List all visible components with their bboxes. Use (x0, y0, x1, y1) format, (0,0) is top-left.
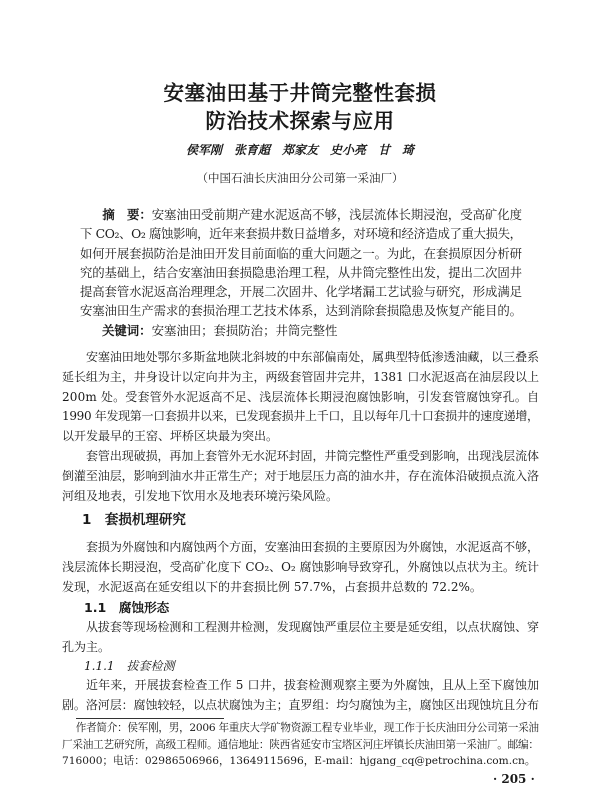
paragraph-subsection-1-1 (62, 618, 539, 658)
keywords-label: 关键词： (102, 323, 152, 338)
authors: 侯军刚 张育超 郑家友 史小亮 甘 琦 (185, 143, 414, 157)
paragraph-subsubsection (62, 676, 539, 716)
page-number: · 205 · (493, 772, 535, 786)
footnote-line: 厂采油工艺研究所，高级工程师。通信地址：陕西省延安市宝塔区河庄坪镇长庆油田第一采油厂。邮编： (62, 738, 539, 751)
abstract (80, 205, 522, 321)
text-line: 孔为主。 (62, 639, 111, 654)
footnote (62, 720, 539, 770)
text-line: 倒灌至油层，影响到油水井正常生产；对于地层压力高的油水井，存在流体沿破损点流入洛 (62, 468, 539, 483)
footnote-line: 作者简介：侯军刚，男，2006 年重庆大学矿物资源工程专业毕业，现工作于长庆油田分公司第一采油 (75, 722, 539, 734)
affiliation: （中国石油长庆油田分公司第一采油厂） (196, 171, 404, 185)
text-line: 发现，水泥返高在延安组以下的井套损比例 57.7%，占套损井总数的 72.2%。 (62, 579, 482, 594)
paragraph-intro-1 (62, 348, 539, 447)
text-line: 近年来，开展拔套检查工作 5 口井，拔套检测观察主要为外腐蚀，且从上至下腐蚀加 (86, 678, 540, 692)
keywords-text: 安塞油田；套损防治；井筒完整性 (151, 323, 338, 338)
paper-title-line-1: 安塞油田基于井筒完整性套损 (163, 81, 437, 105)
subsubsection-heading-1-1-1: 1.1.1 拔套检测 (84, 659, 175, 673)
abstract-line: 摘 要：安塞油田受前期产建水泥返高不够，浅层流体长期浸泡，受高矿化度 (102, 207, 522, 222)
text-line: 200m 处。受套管外水泥返高不足、浅层流体长期浸泡腐蚀影响，引发套管腐蚀穿孔。自 (62, 389, 540, 404)
subsection-heading-1-1: 1.1 腐蚀形态 (84, 600, 170, 615)
text-line: 河组及地表，引发地下饮用水及地表环境污染风险。 (62, 488, 339, 503)
text-line: 延长组为主，井身设计以定向井为主，两级套管固井完井，1381 口水泥返高在油层段以上 (62, 369, 539, 384)
text-line: 1990 年发现第一口套损井以来，已发现套损井上千口，且以每年几十口套损井的速度递增， (62, 409, 539, 424)
abstract-label: 摘 要： (102, 207, 152, 222)
text-line: 以开发最早的王窑、坪桥区块最为突出。 (62, 429, 279, 444)
text-line: 安塞油田地处鄂尔多斯盆地陕北斜坡的中东部偏南处，属典型特低渗透油藏，以三叠系 (86, 350, 539, 364)
footnote-line: 716000；电话：02986506966，13649115696，E-mail：hjgang_cq@petrochina.com.cn。 (62, 755, 536, 767)
paragraph-intro-2 (62, 447, 539, 506)
text-line: 从拔套等现场检测和工程测井检测，发现腐蚀严重层位主要是延安组，以点状腐蚀、穿 (86, 620, 539, 634)
text-line: 套损为外腐蚀和内腐蚀两个方面，安塞油田套损的主要原因为外腐蚀，水泥返高不够， (86, 540, 539, 554)
paper-title-line-2: 防治技术探索与应用 (205, 109, 395, 133)
abstract-line: 如何开展套损防治是油田开发目前面临的重大问题之一。为此，在套损原因分析研 (80, 245, 522, 261)
abstract-line: 下 CO₂、O₂ 腐蚀影响，近年来套损井数日益增多，对环境和经济造成了重大损失， (80, 226, 522, 242)
footnote-rule (76, 718, 224, 719)
paragraph-section-1 (62, 538, 539, 597)
text-line: 剧。洛河层：腐蚀较轻，以点状腐蚀为主；直罗组：均匀腐蚀为主，腐蚀区出现蚀坑且分布 (62, 697, 539, 712)
text-line: 浅层流体长期浸泡，受高矿化度下 CO₂、O₂ 腐蚀影响导致穿孔，外腐蚀以点状为主。统计 (62, 559, 539, 574)
abstract-line: 提高套管水泥返高治理理念，开展二次固井、化学堵漏工艺试验与研究，形成满足 (80, 284, 522, 300)
section-heading-1: 1 套损机理研究 (82, 512, 186, 528)
keywords (102, 321, 337, 340)
text-line: 套管出现破损，再加上套管外无水泥环封固，井筒完整性严重受到影响，出现浅层流体 (86, 449, 539, 463)
abstract-line: 究的基础上，结合安塞油田套损隐患治理工程，从井筒完整性出发，提出二次固井 (80, 264, 522, 280)
abstract-line: 安塞油田生产需求的套损治理工艺技术体系，达到消除套损隐患及恢复产能目的。 (80, 303, 522, 319)
